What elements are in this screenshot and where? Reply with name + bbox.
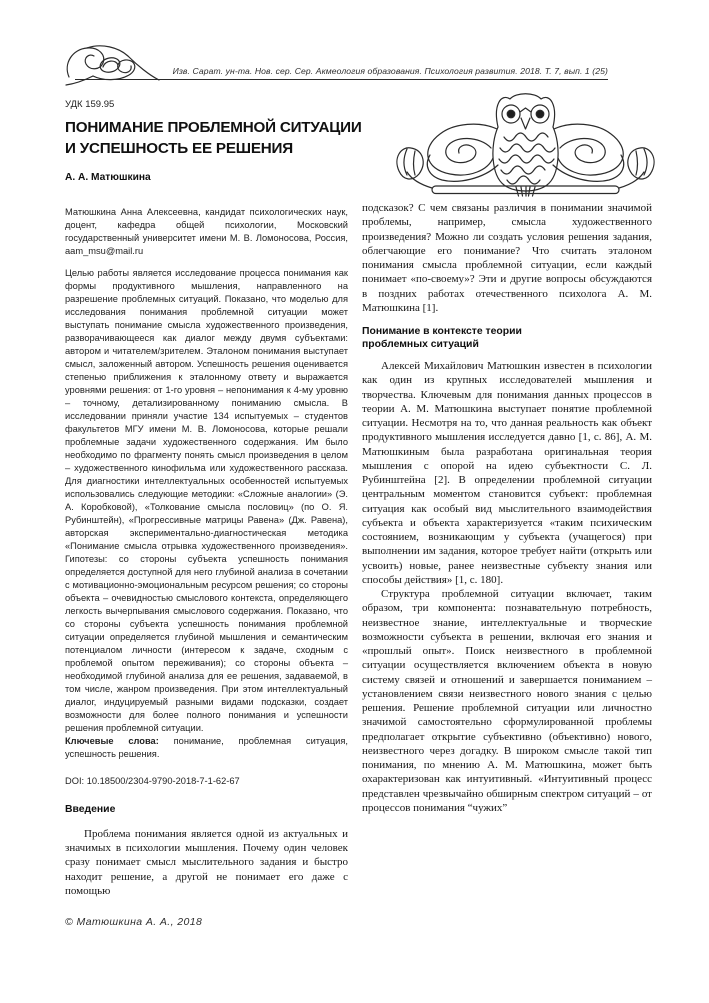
keywords-text: понимание, проблемная ситуация, успешность решения. <box>65 736 348 759</box>
keywords-line <box>65 735 348 761</box>
art-nouveau-flourish-icon <box>63 43 161 88</box>
section-heading-introduction: Введение <box>65 804 116 815</box>
journal-citation: Изв. Сарат. ун-та. Нов. сер. Сер. Акмеология образования. Психология развития. 2018. Т. 7, вып. 1 (25) <box>172 66 608 76</box>
right-column <box>362 201 652 815</box>
author-affiliation: Матюшкина Анна Алексеевна, кандидат психологических наук, доцент, кафедра общей психологии, Московский государственный университет имени М. В. Ломоносова, Россия, aam_msu@mail.ru <box>65 207 348 256</box>
left-column <box>65 206 348 898</box>
author-name: А. А. Матюшкина <box>65 172 151 183</box>
copyright-footer: © Матюшкина А. А., 2018 <box>65 916 203 928</box>
body-paragraph: Структура проблемной ситуации включает, таким образом, три компонента: познавательную потребность, неизвестное знание, интеллектуальные и творческие возможности субъекта в решении, включая его знания и «прошлый опыт». Поиск неизвестного в проблемной ситуации осуществляется включением объекта в новую систему связей и отношений и завершается пониманием – установлением связи неизвестного нового знания с целью решения. Решение проблемной ситуации или личностно значимой самостоятельно сформулированной проблемы предполагает открытие субъективно (объективно) нового, неизвестного через догадку. В широком смысле такой тип понимания, по мнению А. М. Матюшкина, может быть охарактеризован как интуитивный. «Интуитивный процесс представлен чрезвычайно обширным спектром ситуаций – от процессов понимания “чужих” <box>362 588 652 814</box>
intro-paragraph: Проблема понимания является одной из актуальных и значимых в психологии мышления. Почему один человек сразу понимает смысл мыслительного задания и быстро находит решение, а другой не понимает его даже с помощью <box>65 828 348 897</box>
body-paragraph: подсказок? С чем связаны различия в понимании значимой проблемы, например, смысла художественного произведения? Можно ли создать условия решения задания, облегчающие его понимание? Что считать эталоном понимания смысла проблемной ситуации, если каждый понимает «по-своему»? Эти и другие вопросы обсуждаются в поздних работах отечественного психолога А. М. Матюшкина [1]. <box>362 202 652 314</box>
doi: DOI: 10.18500/2304-9790-2018-7-1-62-67 <box>65 776 240 786</box>
journal-running-head <box>75 40 608 80</box>
abstract-text: Целью работы является исследование процесса понимания как формы продуктивного мышления, направленного на разрешение проблемных ситуаций. Показано, что моделью для исследования понимания проблемной ситуации может выступать понимание смысла художественного произведения, разворачивающееся как диалог между двумя субъектами: автором и читателем/зрителем. Эталоном понимания выступает смысл, заложенный автором. Успешность решения оценивается степенью приближения к эталонному ответу и выражается уровнями решения: от 1-го уровня – непонимания к 4-му уровню – точному, детализированному пониманию смысла. В исследовании приняли участие 134 испытуемых – студентов факультетов МГУ имени М. В. Ломоносова, которые решали проблемные задачи художественного содержания. Им было необходимо по фрагменту понять смысл произведения в целом – художественного кинофильма или художественного рассказа. Для диагностики интеллектуальных особенностей испытуемых использовались следующие методики: «Сложные аналогии» (Э. А. Коробковой), «Толкование смысла пословиц» (по О. Я. Рубинштейн), «Прогрессивные матрицы Равена» (Дж. Равена), авторская экспериментально-диагностическая методика «Понимание смысла отрывка художественного произведения». Гипотезы: со стороны субъекта успешность понимания определяется доступной для него глубиной анализа в сочетании с мотивационно-эмоциональным ресурсом решения; со стороны объекта – очевидностью смыслового контекста, определяющего легкость вычерпывания смыслового содержания. Показано, что со стороны субъекта успешность понимания проблемной ситуации определяется глубиной мышления и семантическим потенциалом личности (интересом к задаче, сходным с проблемой опытом переживания); со стороны объекта – необходимой глубиной анализа для ее решения, задаваемой, в том числе, жанром произведения. При этом интеллектуальный диалог, индуцируемый разными видами подсказки, создает возможности для более полного понимания и успешности решения проблемной ситуации. <box>65 268 348 733</box>
article-title: ПОНИМАНИЕ ПРОБЛЕМНОЙ СИТУАЦИИ И УСПЕШНОСТЬ ЕЕ РЕШЕНИЯ <box>65 119 362 157</box>
section-heading-theory: Понимание в контексте теории проблемных ситуаций <box>362 326 522 350</box>
owl-ornament-icon <box>388 85 663 207</box>
body-paragraph: Алексей Михайлович Матюшкин известен в психологии как один из крупных исследователей мышления и творчества. Ключевым для понимания данных процессов в теории А. М. Матюшкина выступает понятие проблемной ситуации. Несмотря на то, что данная реальность как объект продуктивного мышления исследуется давно [1, с. 86], А. М. Матюшкиным была разработана оригинальная теория мышления с опорой на идею субъектности С. Л. Рубинштейна [2]. В определении проблемной ситуации центральным моментом становится субъект: проблемная ситуация как особый вид мыслительного взаимодействия субъекта и объекта характеризуется «таким психическим состоянием, возникающим у субъекта (учащегося) при выполнении им задания, которое требует найти (открыть или усвоить) новые, ранее неизвестные субъекту знания или способы действия» [1, с. 180]. <box>362 360 652 586</box>
keywords-label: Ключевые слова: <box>65 736 159 746</box>
udc-number: УДК 159.95 <box>65 99 115 110</box>
